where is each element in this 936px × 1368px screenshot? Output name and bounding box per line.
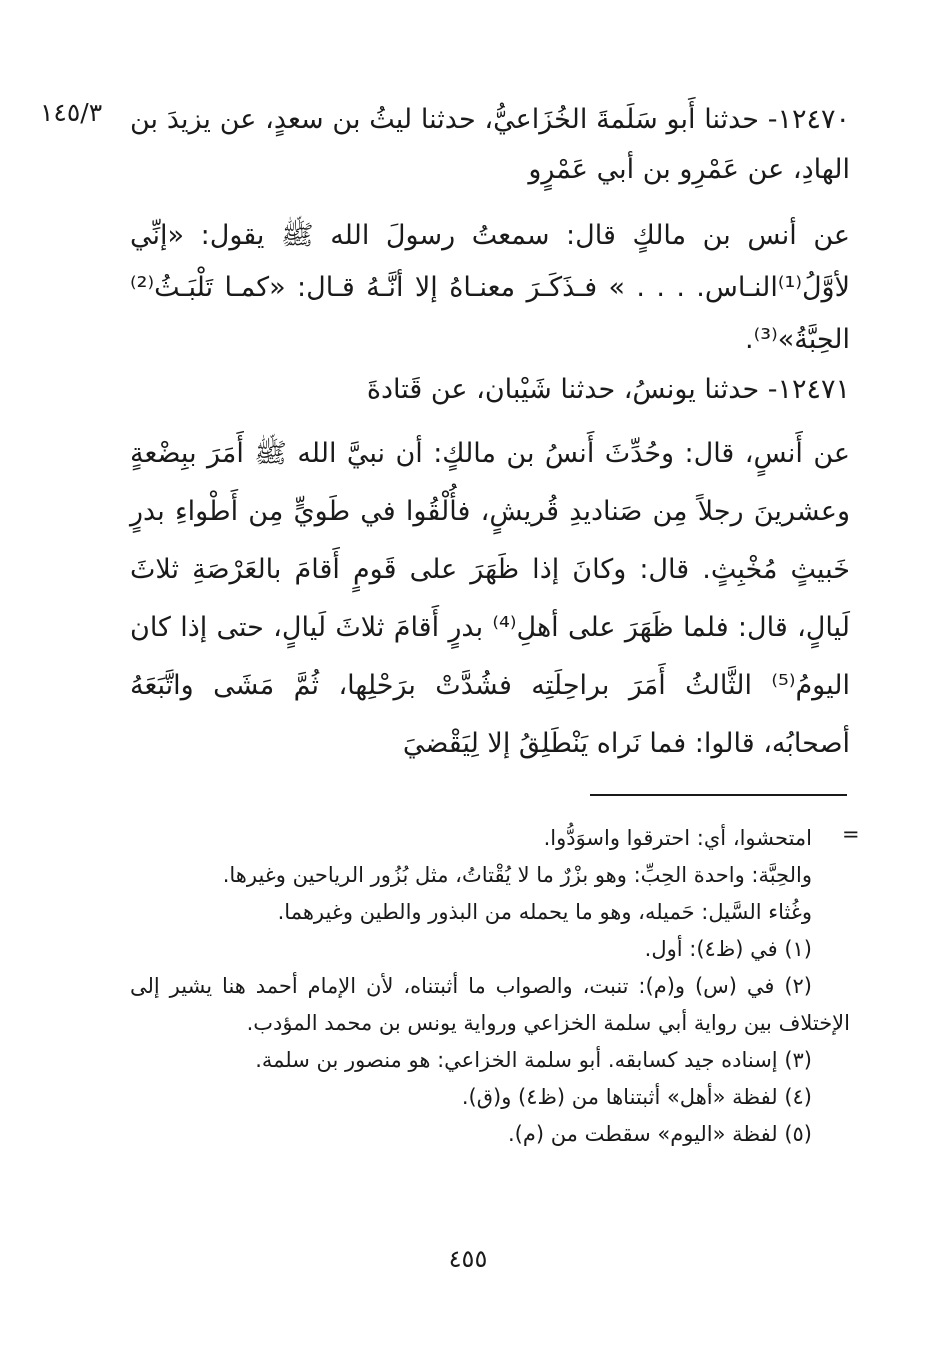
hadith-isnad-text: ١٢٤٧١- حدثنا يونسُ، حدثنا شَيْبان، عن قَتادةَ (366, 374, 850, 405)
footnote-4: (٤) لفظة «أهل» أثبتناها من (ظ٤) و(ق). (461, 1085, 812, 1109)
hadith-matn-text: عن أنس بن مالكٍ قال: سمعتُ رسولَ الله ﷺ يقول: «إنِّي لأوَّلُ⁽¹⁾النـاس. . . . » فـذَكَـرَ معنـاهُ إلا أنَّـهُ قـال: «كمـا تَلْبَـثُ⁽²⁾ الحِبَّةُ»⁽³⁾. (130, 220, 850, 355)
footnote-2: (٢) في (س) و(م): تنبت، والصواب ما أثبتناه، لأن الإمام أحمد هنا يشير إلى الإختلاف بين رواية أبي سلمة الخزاعي ورواية يونس بن محمد المؤدب. (130, 974, 850, 1035)
hadith-12470-isnad (130, 95, 850, 195)
footnote-5: (٥) لفظة «اليوم» سقطت من (م). (507, 1122, 812, 1146)
volume-page-reference: ١٤٥/٣ (40, 98, 103, 127)
hadith-12470-matn (130, 210, 850, 366)
hadith-isnad-text: ١٢٤٧٠- حدثنا أَبو سَلَمةَ الخُزَاعيُّ، حدثنا ليثُ بن سعدٍ، عن يزيدَ بن الهادِ، عن عَمْرِو بن أبي عَمْرٍو (130, 104, 850, 185)
footnote-1: (١) في (ظ٤): أول. (644, 937, 812, 961)
hadith-12471-isnad (130, 365, 850, 415)
footnote-3: (٣) إسناده جيد كسابقه. أبو سلمة الخزاعي: هو منصور بن سلمة. (255, 1048, 812, 1072)
page-number: ٤٥٥ (448, 1245, 488, 1273)
gloss-line: والحِبَّة: واحدة الحِبِّ: وهو بزْرٌ ما لا يُقْتاتُ، مثل بُزُور الرياحين وغيرها. (222, 863, 812, 887)
gloss-line: امتحشوا، أي: احترقوا واسوَدُّوا. (543, 826, 812, 850)
gloss-line: وغُثاء السَّيل: حَميله، وهو ما يحمله من البذور والطين وغيرهما. (277, 900, 812, 924)
hadith-12471-matn (130, 425, 850, 773)
footnote-continuation-mark: = (842, 822, 860, 846)
footnote-separator (590, 794, 847, 796)
footnotes-section (130, 820, 850, 1153)
hadith-matn-text: عن أَنسٍ، قال: وحُدِّثَ أَنسُ بن مالكٍ: أن نبيَّ الله ﷺ أَمَرَ ببِضْعةٍ وعشرينَ رجلاً مِن صَناديدِ قُريشٍ، فأُلْقُوا في طَويٍّ مِن أَطْواءِ بدرٍ خَبيثٍ مُخْبِثٍ. قال: وكانَ إذا ظَهَرَ على قَومٍ أَقامَ بالعَرْصَةِ ثلاثَ لَيالٍ، قال: فلما ظَهَرَ على أهلِ⁽⁴⁾ بدرٍ أَقامَ ثلاثَ لَيالٍ، حتى إذا كان اليومُ⁽⁵⁾ الثَّالثُ أَمَرَ براحِلَتِه فشُدَّتْ برَحْلِها، ثُمَّ مَشَى واتَّبَعَهُ أصحابُه، قالوا: فما نَراه يَنْطَلِقُ إلا لِيَقْضيَ (130, 438, 850, 759)
